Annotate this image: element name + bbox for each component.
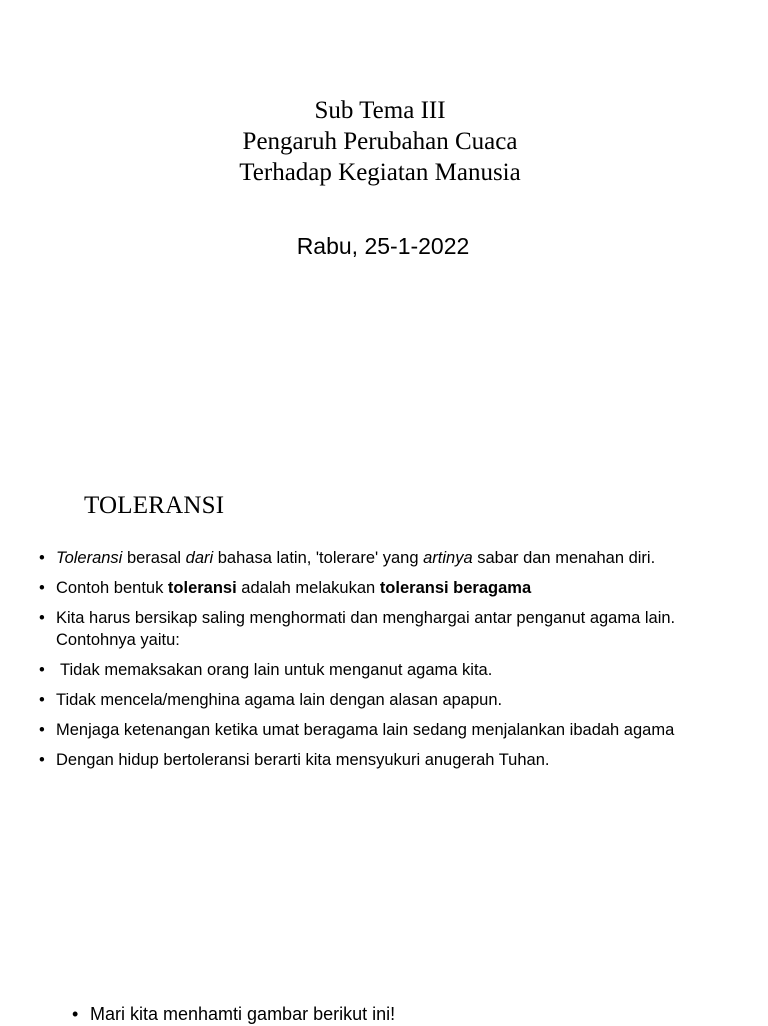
text-normal: sabar dan menahan diri. [472,549,656,567]
text-normal: berasal [122,549,186,567]
text-italic: artinya [423,549,473,567]
title-line-subtheme: Sub Tema III [314,97,446,124]
list-item-text: Tidak memaksakan orang lain untuk menganut agama kita. [60,661,493,679]
list-item-text: Menjaga ketenangan ketika umat beragama lain sedang menjalankan ibadah agama [56,721,675,739]
tolerance-bullet-list [39,547,739,779]
bullet-icon: • [39,549,45,567]
text-italic: Toleransi [56,549,123,567]
bullet-icon: • [39,609,45,627]
list-item-text [56,579,531,597]
list-item-text: Kita harus bersikap saling menghormati dan menghargai antar penganut agama lain. Contohnya yaitu: [56,609,676,649]
list-item-text [56,549,655,567]
lesson-date: Rabu, 25-1-2022 [296,233,470,259]
list-item [39,577,739,599]
text-bold: toleransi beragama [379,579,532,597]
bullet-icon: • [39,579,45,597]
list-item [39,547,739,569]
list-item-text: Dengan hidup bertoleransi berarti kita mensyukuri anugerah Tuhan. [56,751,550,769]
section-heading: TOLERANSI [84,492,225,519]
bullet-icon: • [39,751,45,769]
footer-text: Mari kita menhamti gambar berikut ini! [90,1004,396,1024]
slide-title [0,95,760,188]
list-item [39,719,739,741]
list-item [39,659,739,681]
text-normal: bahasa latin, 'tolerare' yang [213,549,424,567]
next-slide-bullet [72,1002,395,1026]
list-item [39,749,739,771]
list-item [39,689,739,711]
bullet-icon: • [39,661,45,679]
bullet-icon: • [39,721,45,739]
text-bold: toleransi [167,579,237,597]
list-item-text: Tidak mencela/menghina agama lain dengan alasan apapun. [56,691,503,709]
bullet-icon: • [72,1004,79,1024]
bullet-icon: • [39,691,45,709]
text-italic: dari [185,549,214,567]
title-line-topic-continued: Terhadap Kegiatan Manusia [239,159,521,186]
list-item [39,607,739,651]
text-normal: adalah melakukan [236,579,380,597]
text-normal: Contoh bentuk [56,579,168,597]
title-line-topic: Pengaruh Perubahan Cuaca [242,128,518,155]
